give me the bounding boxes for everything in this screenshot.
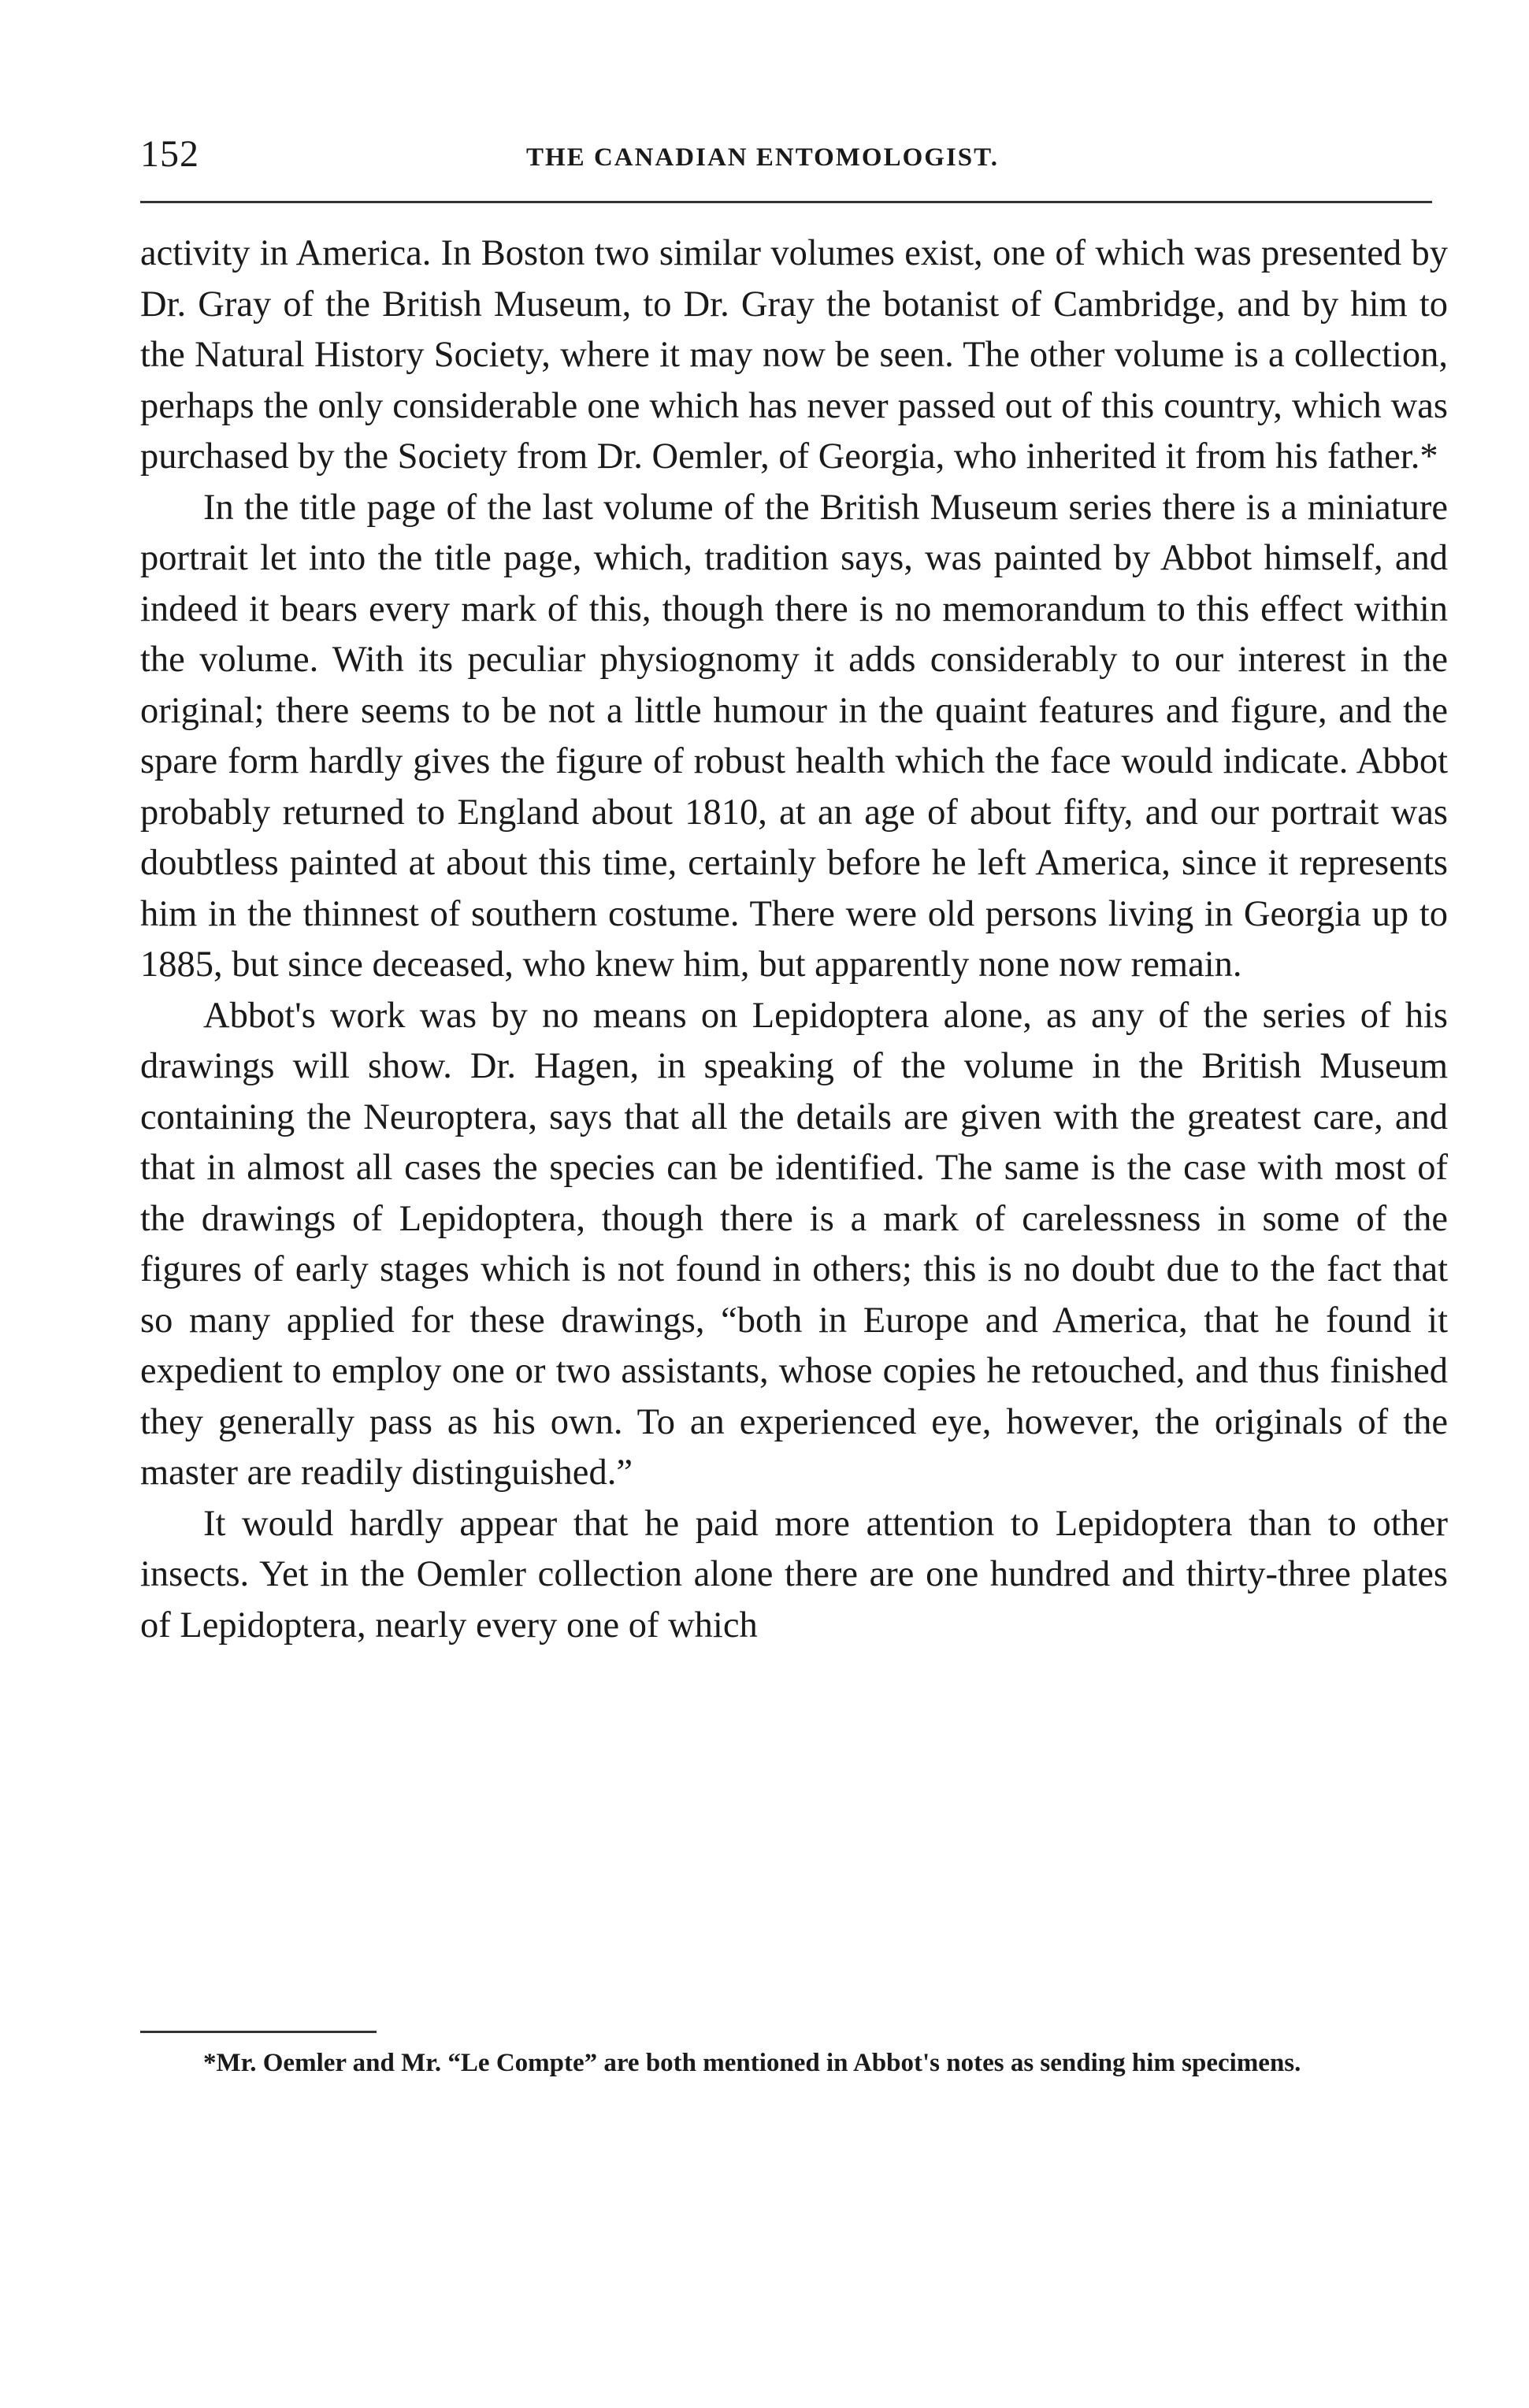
paragraph-lepidoptera: It would hardly appear that he paid more attention to Lepidoptera than to other insects. Yet in the Oemler collection alone there are one hundred and thirty-three plates of Lepidoptera, nearly every one of which [140, 1503, 1448, 1646]
page-header [140, 132, 1448, 187]
body-text [140, 228, 1448, 1651]
footnote-text: *Mr. Oemler and Mr. “Le Compte” are both mentioned in Abbot's notes as sending him specimens. [203, 2049, 1301, 2077]
running-title: THE CANADIAN ENTOMOLOGIST. [526, 143, 999, 172]
paragraph-continued: activity in America. In Boston two similar volumes exist, one of which was presented by Dr. Gray of the British Museum, to Dr. Gray the botanist of Cambridge, and by him to the Natural History Society, where it may now be seen. The other volume is a collection, perhaps the only considerable one which has never passed out of this country, which was purchased by the Society from Dr. Oemler, of Georgia, who inherited it from his father.* [140, 233, 1448, 477]
header-rule [140, 201, 1432, 203]
paragraph-abbots-work: Abbot's work was by no means on Lepidoptera alone, as any of the series of his drawings will show. Dr. Hagen, in speaking of the volume in the British Museum containing the Neuroptera, says that all the details are given with the greatest care, and that in almost all cases the species can be identified. The same is the case with most of the drawings of Lepidoptera, though there is a mark of carelessness in some of the figures of early stages which is not found in others; this is no doubt due to the fact that so many applied for these drawings, “both in Europe and America, that he found it expedient to employ one or two assistants, whose copies he retouched, and thus finished they generally pass as his own. To an experienced eye, however, the originals of the master are readily distinguished.” [140, 995, 1448, 1493]
footnote-rule [140, 2031, 377, 2033]
paragraph-portrait: In the title page of the last volume of the British Museum series there is a miniature portrait let into the title page, which, tradition says, was painted by Abbot himself, and indeed it bears every mark of this, though there is no memorandum to this effect within the volume. With its peculiar physiognomy it adds considerably to our interest in the original; there seems to be not a little humour in the quaint features and figure, and the spare form hardly gives the figure of robust health which the face would indicate. Abbot probably returned to England about 1810, at an age of about fifty, and our portrait was doubtless painted at about this time, certainly before he left America, since it represents him in the thinnest of southern costume. There were old persons living in Georgia up to 1885, but since deceased, who knew him, but apparently none now remain. [140, 487, 1448, 985]
page-number: 152 [140, 133, 199, 175]
footnote [140, 2046, 1448, 2080]
